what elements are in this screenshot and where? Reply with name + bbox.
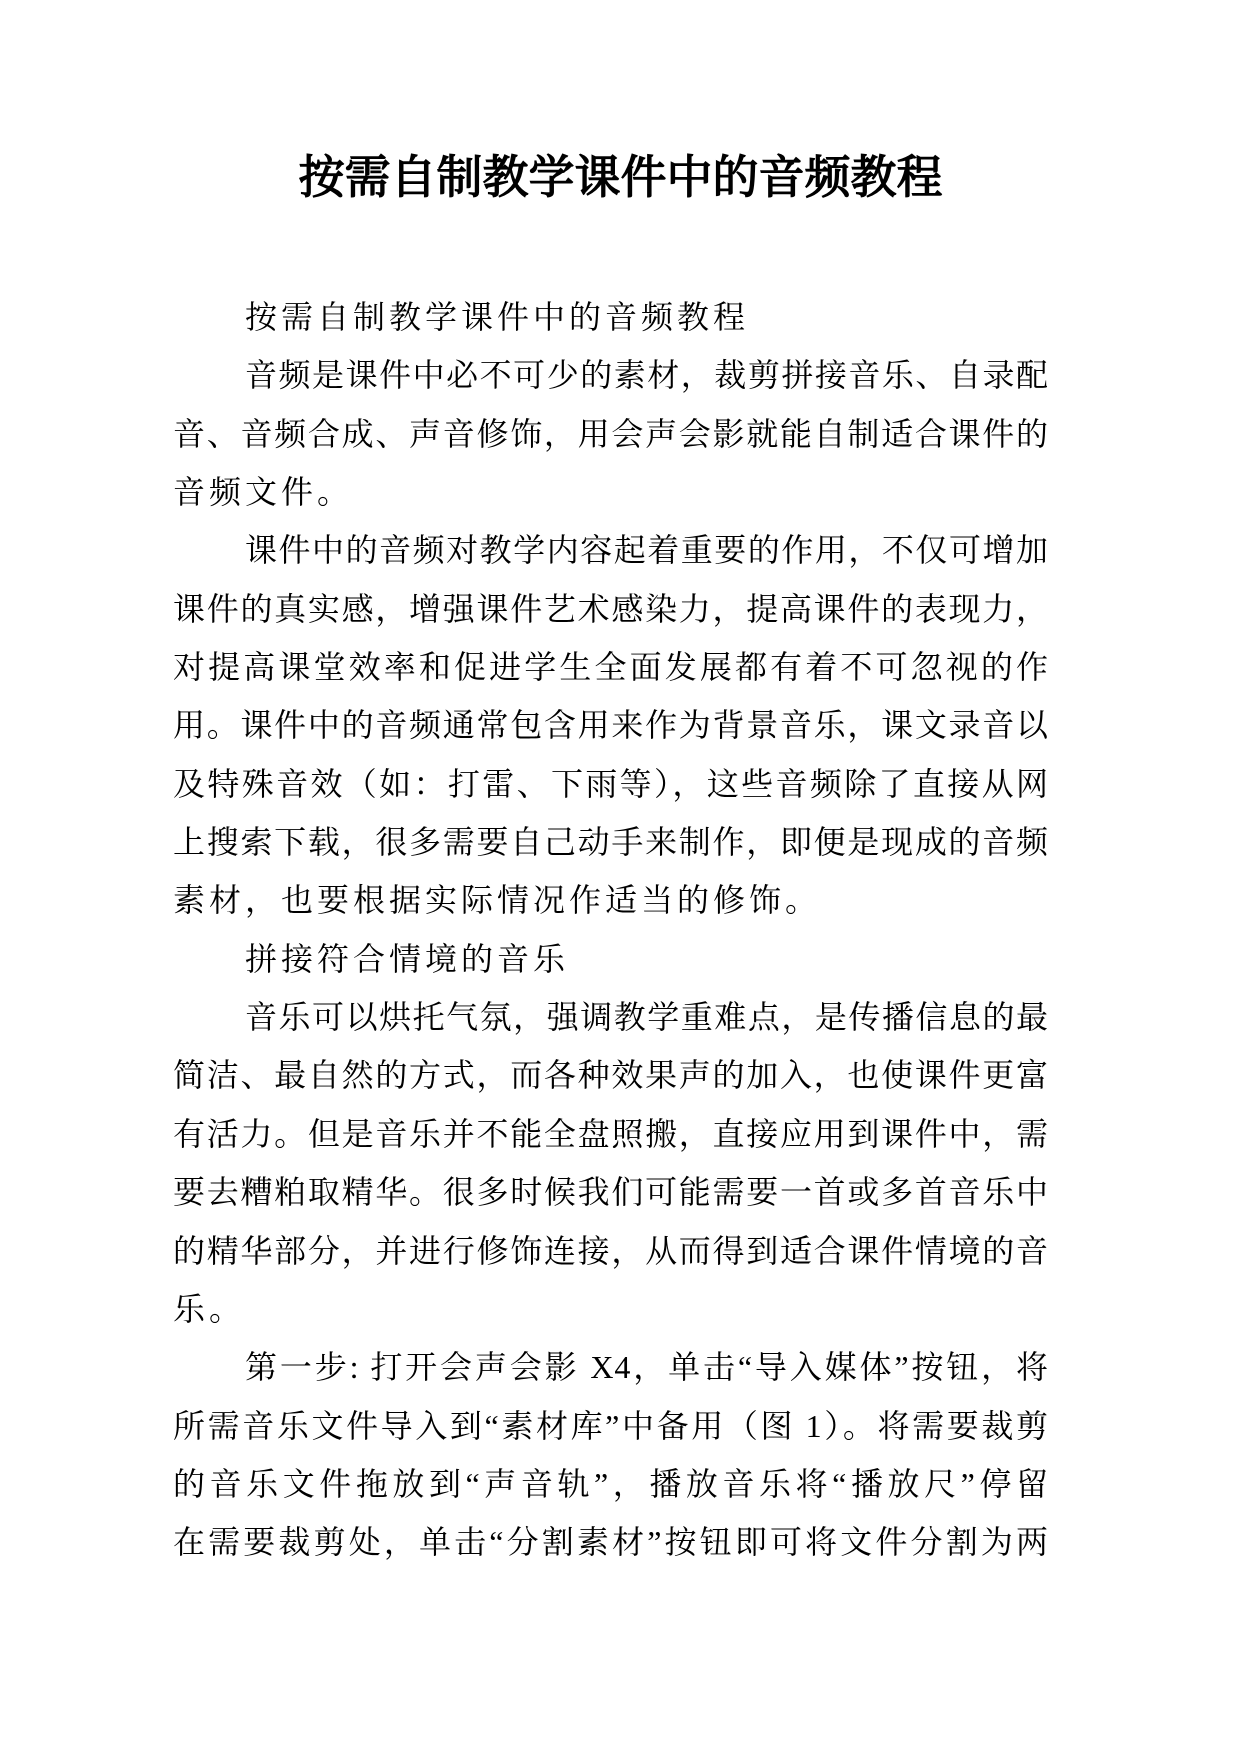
text-line: 音、音频合成、声音修饰，用会声会影就能自制适合课件的 xyxy=(173,415,1049,452)
text-line: 课件的真实感，增强课件艺术感染力，提高课件的表现力， xyxy=(173,590,1049,627)
text-line: 用。课件中的音频通常包含用来作为背景音乐，课文录音以 xyxy=(173,707,1049,744)
text-line: 课件中的音频对教学内容起着重要的作用，不仅可增加 xyxy=(245,532,1049,569)
text-line: 素材，也要根据实际情况作适当的修饰。 xyxy=(173,882,822,919)
document-body xyxy=(173,288,1049,1572)
text-line: 有活力。但是音乐并不能全盘照搬，直接应用到课件中，需 xyxy=(173,1115,1049,1152)
text-line: 对提高课堂效率和促进学生全面发展都有着不可忽视的作 xyxy=(173,649,1049,686)
text-line: 上搜索下载，很多需要自己动手来制作，即便是现成的音频 xyxy=(173,824,1049,861)
text-line: 拼接符合情境的音乐 xyxy=(245,940,570,977)
text-line: 第一步: 打开会声会影 X4，单击“导入媒体”按钮，将 xyxy=(245,1349,1049,1386)
text-line: 及特殊音效（如：打雷、下雨等），这些音频除了直接从网 xyxy=(173,765,1049,802)
text-line: 简洁、最自然的方式，而各种效果声的加入，也使课件更富 xyxy=(173,1057,1049,1094)
text-line: 要去糟粕取精华。很多时候我们可能需要一首或多首音乐中 xyxy=(173,1174,1049,1211)
text-line: 的音乐文件拖放到“声音轨”，播放音乐将“播放尺”停留 xyxy=(173,1465,1049,1502)
text-line: 音乐可以烘托气氛，强调教学重难点，是传播信息的最 xyxy=(245,999,1049,1036)
text-line: 音频文件。 xyxy=(173,474,354,511)
text-line: 的精华部分，并进行修饰连接，从而得到适合课件情境的音 xyxy=(173,1232,1049,1269)
text-line: 按需自制教学课件中的音频教程 xyxy=(245,299,750,335)
document-title: 按需自制教学课件中的音频教程 xyxy=(298,152,943,203)
text-line: 在需要裁剪处，单击“分割素材”按钮即可将文件分割为两 xyxy=(173,1524,1049,1561)
text-line: 音频是课件中必不可少的素材，裁剪拼接音乐、自录配 xyxy=(245,357,1049,394)
text-line: 乐。 xyxy=(173,1290,246,1327)
text-line: 所需音乐文件导入到“素材库”中备用（图 1）。将需要裁剪 xyxy=(173,1407,1049,1444)
